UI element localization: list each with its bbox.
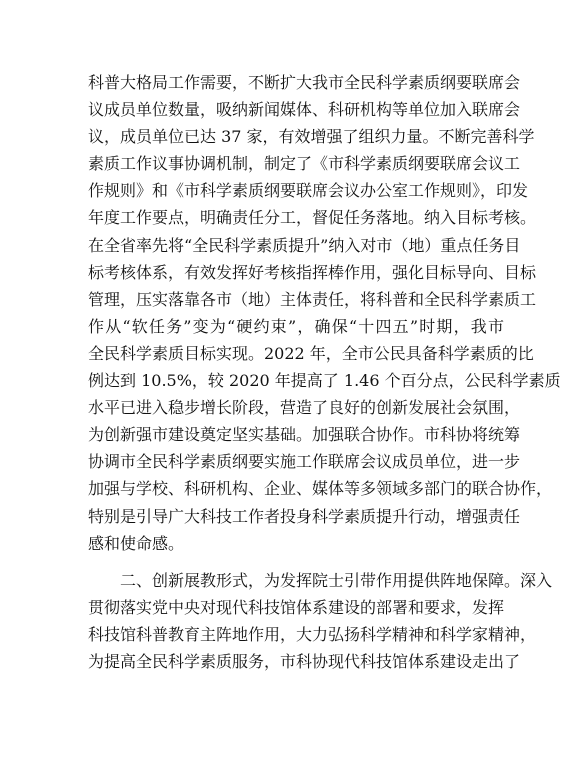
text-line: 特别是引导广大科技工作者投身科学素质提升行动，增强责任: [88, 506, 521, 526]
text-line: 全民科学素质目标实现。2022 年，全市公民具备科学素质的比: [88, 343, 534, 363]
text-line: 加强与学校、科研机构、企业、媒体等多领域多部门的联合协作，: [88, 479, 553, 499]
text-line: 感和使命感。: [88, 533, 185, 553]
text-line: 科技馆科普教育主阵地作用，大力弘扬科学精神和科学家精神，: [88, 624, 537, 644]
text-line: 贯彻落实党中央对现代科技馆体系建设的部署和要求，发挥: [88, 597, 505, 617]
text-line: 标考核体系，有效发挥好考核指挥棒作用，强化目标导向、目标: [88, 262, 537, 282]
text-line: 议，成员单位已达 37 家，有效增强了组织力量。不断完善科学: [88, 127, 535, 147]
text-line: 素质工作议事协调机制，制定了《市科学素质纲要联席会议工: [88, 154, 521, 174]
text-line: 作从“软任务”变为“硬约束”，确保“十四五”时期，我市: [88, 316, 504, 336]
text-line: 水平已进入稳步增长阶段，营造了良好的创新发展社会氛围，: [88, 398, 521, 418]
paragraph-1: [88, 69, 561, 557]
text-line: 科普大格局工作需要，不断扩大我市全民科学素质纲要联席会: [88, 73, 521, 92]
text-line: 为提高全民科学素质服务，市科协现代科技馆体系建设走出了: [88, 651, 521, 671]
text-line: 为创新强市建设奠定坚实基础。加强联合协作。市科协将统筹: [88, 425, 521, 445]
document-body: [88, 69, 561, 675]
text-line: 例达到 10.5%，较 2020 年提高了 1.46 个百分点，公民科学素质: [88, 371, 561, 391]
text-line: 管理，压实落靠各市（地）主体责任，将科普和全民科学素质工: [88, 289, 537, 309]
text-line: 协调市全民科学素质纲要实施工作联席会议成员单位，进一步: [88, 452, 521, 472]
text-line: 年度工作要点，明确责任分工，督促任务落地。纳入目标考核。: [88, 208, 537, 228]
text-line: 作规则》和《市科学素质纲要联席会议办公室工作规则》，印发: [88, 181, 529, 201]
text-line: 在全省率先将“全民科学素质提升”纳入对市（地）重点任务目: [88, 235, 521, 255]
text-line: 二、创新展教形式，为发挥院士引带作用提供阵地保障。深入: [88, 570, 553, 590]
text-line: 议成员单位数量，吸纳新闻媒体、科研机构等单位加入联席会: [88, 100, 521, 120]
paragraph-2: [88, 567, 553, 675]
paragraph-spacer: [88, 557, 504, 567]
